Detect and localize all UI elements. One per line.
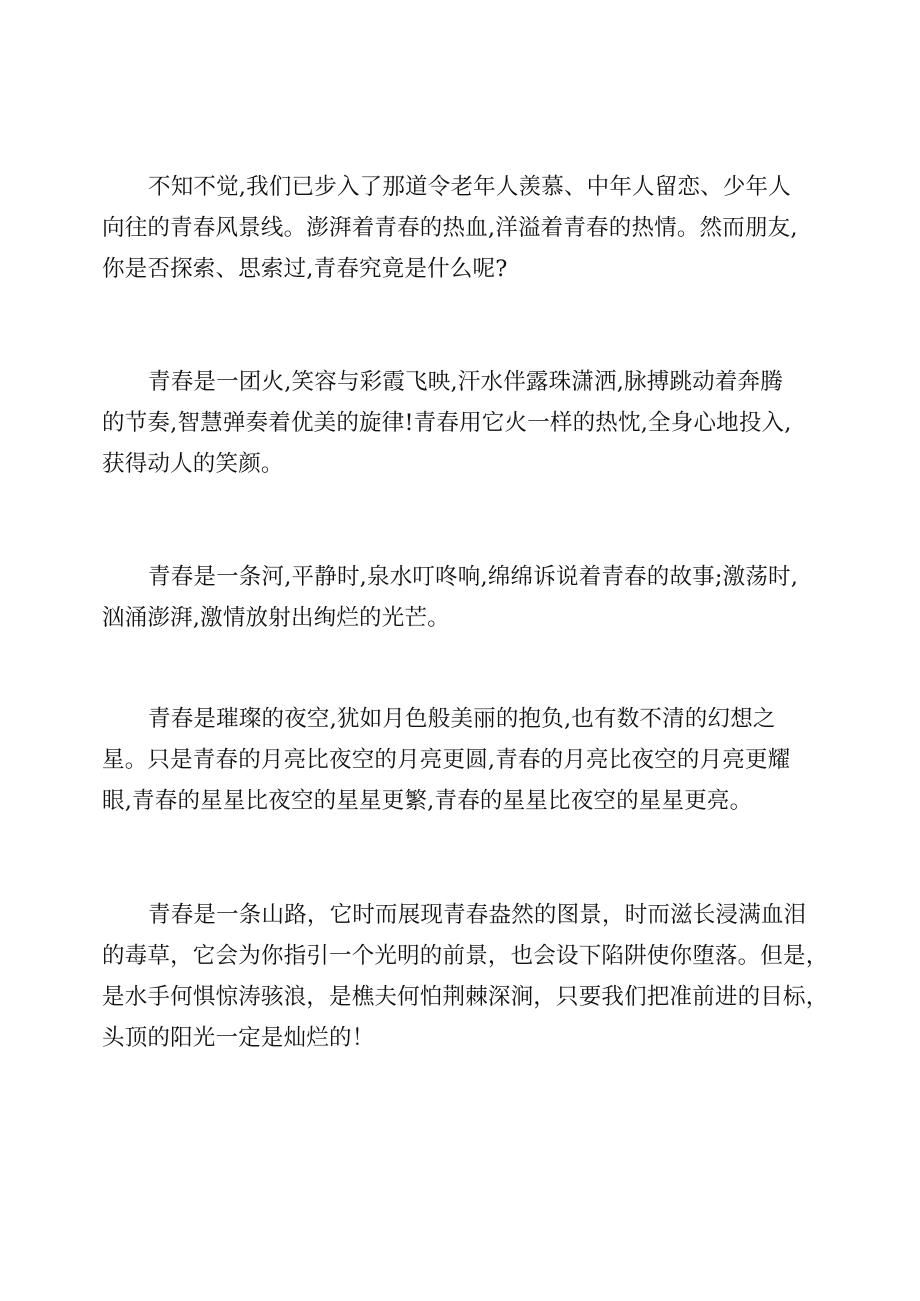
paragraph-4 [102, 699, 832, 822]
paragraph-line: 你是否探索、思索过,青春究竟是什么呢? [102, 256, 508, 282]
paragraph-line: 星。只是青春的月亮比夜空的月亮更圆,青春的月亮比夜空的月亮更耀 [102, 747, 791, 773]
paragraph-line: 是水手何惧惊涛骇浪，是樵夫何怕荆棘深涧，只要我们把准前进的目标， [102, 984, 829, 1010]
paragraph-line: 头顶的阳光一定是灿烂的！ [102, 1025, 375, 1051]
paragraph-line: 的毒草，它会为你指引一个光明的前景，也会设下陷阱使你堕落。但是， [102, 943, 829, 969]
paragraph-line: 青春是一条山路，它时而展现青春盎然的图景，时而滋长浸满血泪 [148, 902, 807, 928]
paragraph-line: 获得动人的笑颜。 [102, 451, 284, 477]
paragraph-1 [102, 167, 832, 290]
paragraph-line: 青春是一条河,平静时,泉水叮咚响,绵绵诉说着青春的故事;激荡时, [148, 564, 799, 590]
paragraph-line: 的节奏,智慧弹奏着优美的旋律!青春用它火一样的热忱,全身心地投入, [102, 410, 792, 436]
paragraph-2 [102, 362, 832, 485]
paragraph-line: 向往的青春风景线。澎湃着青春的热血,洋溢着青春的热情。然而朋友, [102, 215, 798, 241]
paragraph-3 [102, 557, 832, 639]
paragraph-line: 青春是璀璨的夜空,犹如月色般美丽的抱负,也有数不清的幻想之 [148, 706, 776, 732]
paragraph-line: 青春是一团火,笑容与彩霞飞映,汗水伴露珠潇洒,脉搏跳动着奔腾 [148, 369, 783, 395]
paragraph-5 [102, 895, 832, 1059]
paragraph-line: 不知不觉,我们已步入了那道令老年人羡慕、中年人留恋、少年人 [148, 174, 791, 200]
paragraph-line: 汹涌澎湃,激情放射出绚烂的光芒。 [102, 605, 450, 631]
paragraph-line: 眼,青春的星星比夜空的星星更繁,青春的星星比夜空的星星更亮。 [102, 788, 753, 814]
